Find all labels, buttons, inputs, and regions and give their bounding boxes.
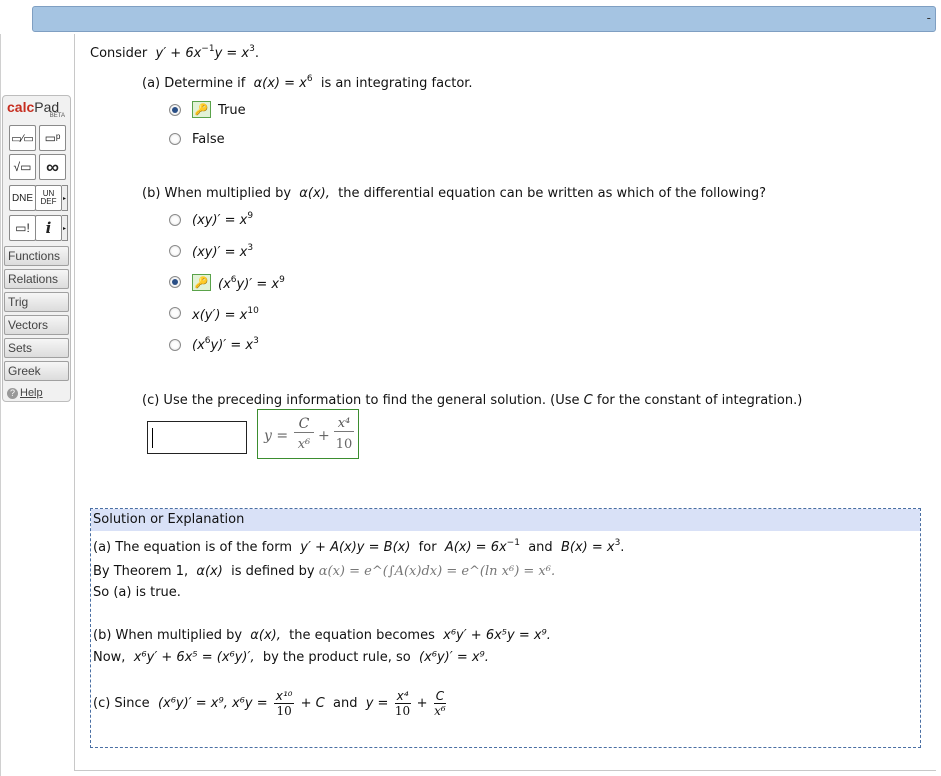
calcpad-beta-label: BETA [49, 113, 65, 119]
calcpad-logo: calcPad [7, 99, 60, 115]
factorial-button[interactable]: ▭! [9, 215, 36, 241]
sqrt-button[interactable]: √▭ [9, 154, 36, 180]
radio-b2[interactable] [169, 245, 181, 257]
option-false-label: False [192, 132, 225, 147]
radio-false[interactable] [169, 133, 181, 145]
tab-functions[interactable]: Functions [4, 246, 69, 266]
option-b4-label: $x(y') = x^{10}$ [192, 306, 259, 323]
tab-trig[interactable]: Trig [4, 292, 69, 312]
solution-b-line1: (b) When multiplied by α(x), the equation becomes x⁶y′ + 6x⁵y = x⁹. [93, 628, 551, 643]
radio-true[interactable] [169, 104, 181, 116]
correct-answer-box: y = C x⁶ + x⁴ 10 [257, 409, 359, 459]
tab-greek[interactable]: Greek [4, 361, 69, 381]
option-b3-label: $(x^6y)' = x^9$ [218, 275, 285, 292]
tab-vectors[interactable]: Vectors [4, 315, 69, 335]
help-link[interactable]: ? Help [7, 387, 43, 399]
problem-statement: Consider $y' + 6x^{-1}y = x^3$. [90, 44, 259, 61]
radio-b5[interactable] [169, 339, 181, 351]
solution-b-line2: Now, x⁶y′ + 6x⁵ = (x⁶y)′, by the product rule, so (x⁶y)′ = x⁹. [93, 650, 489, 665]
fraction-button[interactable]: ▭∕▭ [9, 125, 36, 151]
option-b1-label: $(xy)' = x^9$ [192, 211, 254, 228]
key-icon: 🔑 [192, 101, 211, 118]
solution-a-line2: By Theorem 1, α(x) is defined by α(x) = e^(∫A(x)dx) = e^(ln x⁶) = x⁶. [93, 564, 556, 579]
more-arrow-icon-2[interactable]: ▸ [62, 215, 68, 241]
solution-a-line1: (a) The equation is of the form y′ + A(x)y = B(x) for $A(x) = 6x^{-1}$ and $B(x) = x^3$. [93, 538, 625, 555]
option-true-label: True [218, 103, 246, 118]
tab-sets[interactable]: Sets [4, 338, 69, 358]
answer-input[interactable] [147, 421, 247, 454]
infinity-button[interactable]: ∞ [39, 154, 66, 180]
part-c-prompt: (c) Use the preceding information to find the general solution. (Use C for the constant of integration.) [142, 393, 803, 408]
left-border [0, 34, 1, 776]
radio-b4[interactable] [169, 307, 181, 319]
info-button[interactable]: i [35, 215, 62, 241]
key-icon: 🔑 [192, 274, 211, 291]
top-bar [32, 6, 936, 32]
tab-relations[interactable]: Relations [4, 269, 69, 289]
dne-button[interactable]: DNE [9, 185, 36, 211]
undef-button[interactable]: UN DEF [35, 185, 62, 211]
solution-c-line: (c) Since (x⁶y)′ = x⁹, x⁶y = $\frac{\text{x¹⁰}}{10}$ + C and y = $\frac{\text{x⁴}}{10}$ + $\frac{C}{\text{x⁶}}$ [93, 689, 446, 718]
option-b5-label: $(x^6y)' = x^3$ [192, 336, 259, 353]
radio-b1[interactable] [169, 214, 181, 226]
solution-panel [90, 508, 921, 748]
more-arrow-icon[interactable]: ▸ [62, 185, 68, 211]
help-icon: ? [7, 388, 18, 399]
power-button[interactable]: ▭ᵖ [39, 125, 66, 151]
collapse-dash[interactable]: - [926, 11, 931, 25]
solution-header: Solution or Explanation [91, 509, 920, 531]
part-b-prompt: (b) When multiplied by α(x), the differential equation can be written as which of the following? [142, 186, 766, 201]
option-b2-label: $(xy)' = x^3$ [192, 243, 254, 260]
part-a-prompt: (a) Determine if $\alpha(x) = x^6$ is an integrating factor. [142, 74, 473, 91]
solution-a-line3: So (a) is true. [93, 585, 181, 600]
calcpad-panel [2, 95, 71, 402]
radio-b3[interactable] [169, 276, 181, 288]
